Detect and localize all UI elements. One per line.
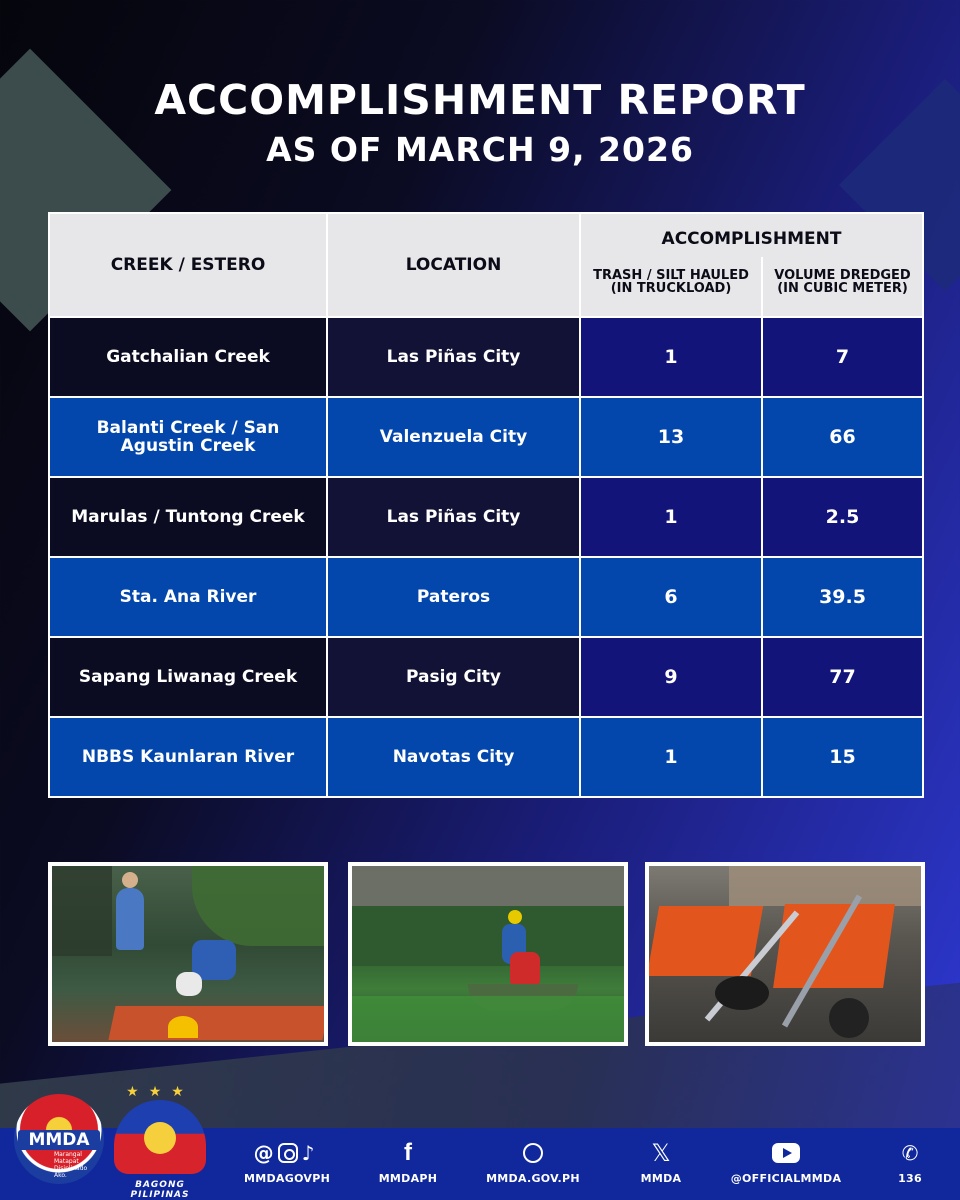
cell-location: Navotas City	[327, 717, 580, 797]
social-label: @OFFICIALMMDA	[730, 1172, 842, 1185]
social-label: MMDAGOVPH	[244, 1172, 331, 1185]
social-x[interactable]	[626, 1140, 696, 1192]
cell-location: Pateros	[327, 557, 580, 637]
social-hotline[interactable]	[884, 1140, 936, 1192]
header-location: LOCATION	[327, 213, 580, 317]
cell-creek: Gatchalian Creek	[49, 317, 327, 397]
photo-wheelbarrows-tools	[645, 862, 925, 1046]
cell-trash: 1	[580, 477, 762, 557]
page-title: ACCOMPLISHMENT REPORT	[154, 76, 806, 124]
table-row	[49, 717, 923, 797]
bagong-pilipinas-label: BAGONG PILIPINAS	[130, 1180, 190, 1200]
table-row	[49, 317, 923, 397]
globe-icon	[523, 1143, 543, 1163]
cell-trash: 13	[580, 397, 762, 477]
cell-location: Las Piñas City	[327, 317, 580, 397]
threads-icon: @	[253, 1141, 274, 1165]
phone-icon: ✆	[901, 1141, 919, 1165]
cell-creek: Marulas / Tuntong Creek	[49, 477, 327, 557]
cell-volume: 15	[762, 717, 923, 797]
table-row	[49, 637, 923, 717]
header-volume: VOLUME DREDGED (IN CUBIC METER)	[762, 257, 923, 317]
cell-volume: 2.5	[762, 477, 923, 557]
social-mmdagovph[interactable]	[244, 1140, 331, 1192]
photo-boat-water-hyacinth	[348, 862, 628, 1046]
cell-volume: 66	[762, 397, 923, 477]
cell-volume: 77	[762, 637, 923, 717]
logo-group	[0, 1082, 230, 1200]
cell-location: Pasig City	[327, 637, 580, 717]
sun-icon	[144, 1122, 176, 1154]
cell-volume: 39.5	[762, 557, 923, 637]
social-label: MMDAPH	[378, 1172, 438, 1185]
photo-strip	[48, 862, 922, 1046]
cell-location: Valenzuela City	[327, 397, 580, 477]
header-trash: TRASH / SILT HAULED (IN TRUCKLOAD)	[580, 257, 762, 317]
mmda-logo-tagline: Marangal Matapat Disiplinado Ako.	[54, 1151, 88, 1179]
mmda-logo-text: MMDA	[18, 1130, 100, 1150]
photo-workers-boat	[48, 862, 328, 1046]
youtube-icon	[772, 1143, 800, 1163]
x-icon: 𝕏	[651, 1139, 671, 1167]
table-row	[49, 557, 923, 637]
cell-creek: Sta. Ana River	[49, 557, 327, 637]
cell-creek: Sapang Liwanag Creek	[49, 637, 327, 717]
cell-location: Las Piñas City	[327, 477, 580, 557]
cell-trash: 6	[580, 557, 762, 637]
social-label: MMDA.GOV.PH	[486, 1172, 580, 1185]
header-creek: CREEK / ESTERO	[49, 213, 327, 317]
cell-trash: 1	[580, 317, 762, 397]
social-facebook[interactable]	[368, 1140, 448, 1192]
accomplishment-table	[48, 212, 924, 798]
social-youtube[interactable]	[728, 1140, 844, 1192]
table-row	[49, 477, 923, 557]
cell-trash: 9	[580, 637, 762, 717]
social-label: 136	[898, 1172, 922, 1185]
social-website[interactable]	[483, 1140, 583, 1192]
bagong-pilipinas-logo	[114, 1100, 206, 1174]
cell-trash: 1	[580, 717, 762, 797]
stars-icon: ★★★	[126, 1084, 194, 1100]
instagram-icon	[278, 1143, 298, 1163]
cell-creek: NBBS Kaunlaran River	[49, 717, 327, 797]
cell-creek: Balanti Creek / San Agustin Creek	[49, 397, 327, 477]
cell-volume: 7	[762, 317, 923, 397]
page-subtitle: AS OF MARCH 9, 2026	[266, 130, 694, 169]
title-block	[0, 76, 960, 172]
tiktok-icon: ♪	[301, 1141, 315, 1165]
social-label: MMDA	[640, 1172, 682, 1185]
header-accomplishment: ACCOMPLISHMENT	[580, 213, 923, 257]
table-row	[49, 397, 923, 477]
facebook-icon: f	[404, 1139, 412, 1166]
